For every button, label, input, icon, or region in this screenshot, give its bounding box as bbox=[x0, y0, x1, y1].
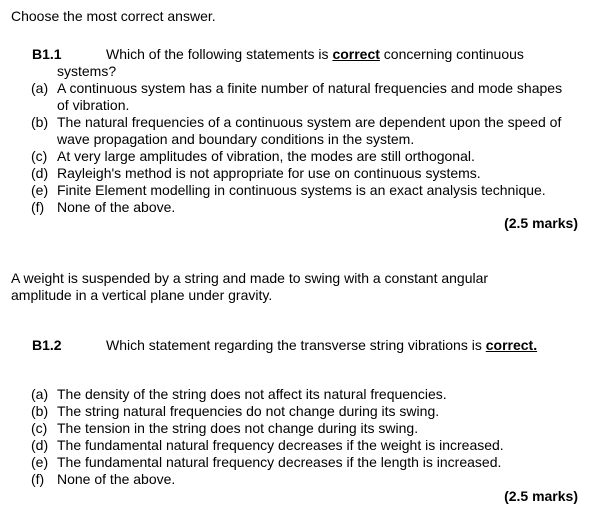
option-text: Finite Element modelling in continuous systems is an exact analysis technique. bbox=[57, 182, 546, 198]
option-text: None of the above. bbox=[57, 199, 176, 215]
option-letter: (e) bbox=[31, 182, 49, 198]
question-stem bbox=[106, 46, 524, 63]
option-text: At very large amplitudes of vibration, the modes are still orthogonal. bbox=[57, 148, 475, 164]
question-number: B1.1 bbox=[32, 46, 62, 62]
marks-label: (2.5 marks) bbox=[504, 215, 578, 231]
stem-text-end: concerning continuous bbox=[379, 46, 524, 62]
option-text: of vibration. bbox=[57, 97, 130, 113]
option-letter: (e) bbox=[31, 454, 49, 470]
marks-label: (2.5 marks) bbox=[504, 488, 578, 504]
option-letter: (a) bbox=[31, 80, 49, 96]
option-letter: (d) bbox=[31, 165, 49, 181]
option-letter: (f) bbox=[31, 199, 45, 215]
option-letter: (f) bbox=[31, 471, 45, 487]
stem-text: Which of the following statements is bbox=[106, 46, 333, 62]
question-stem bbox=[106, 337, 537, 354]
option-text: The string natural frequencies do not change during its swing. bbox=[57, 403, 440, 419]
option-text: None of the above. bbox=[57, 471, 176, 487]
context-line: A weight is suspended by a string and made to swing with a constant angular bbox=[11, 270, 489, 286]
option-text: A continuous system has a finite number of natural frequencies and mode shapes bbox=[57, 80, 563, 96]
instruction: Choose the most correct answer. bbox=[11, 8, 216, 24]
stem-emphasis: correct. bbox=[485, 337, 538, 353]
option-text: The natural frequencies of a continuous system are dependent upon the speed of bbox=[57, 114, 562, 130]
context-line: amplitude in a vertical plane under gravity. bbox=[11, 287, 273, 303]
option-letter: (c) bbox=[31, 148, 48, 164]
option-letter: (d) bbox=[31, 437, 49, 453]
option-text: Rayleigh's method is not appropriate for use on continuous systems. bbox=[57, 165, 481, 181]
question-stem-line2: systems? bbox=[57, 63, 117, 79]
option-letter: (a) bbox=[31, 386, 49, 402]
option-letter: (c) bbox=[31, 420, 48, 436]
option-text: The fundamental natural frequency decreases if the weight is increased. bbox=[57, 437, 504, 453]
option-letter: (b) bbox=[31, 403, 49, 419]
option-letter: (b) bbox=[31, 114, 49, 130]
stem-emphasis: correct bbox=[332, 46, 380, 62]
option-text: The fundamental natural frequency decreases if the length is increased. bbox=[57, 454, 502, 470]
option-text: wave propagation and boundary conditions in the system. bbox=[57, 131, 415, 147]
option-text: The tension in the string does not change during its swing. bbox=[57, 420, 419, 436]
option-text: The density of the string does not affect its natural frequencies. bbox=[57, 386, 447, 402]
question-number: B1.2 bbox=[32, 337, 62, 353]
stem-text: Which statement regarding the transverse string vibrations is bbox=[106, 337, 486, 353]
